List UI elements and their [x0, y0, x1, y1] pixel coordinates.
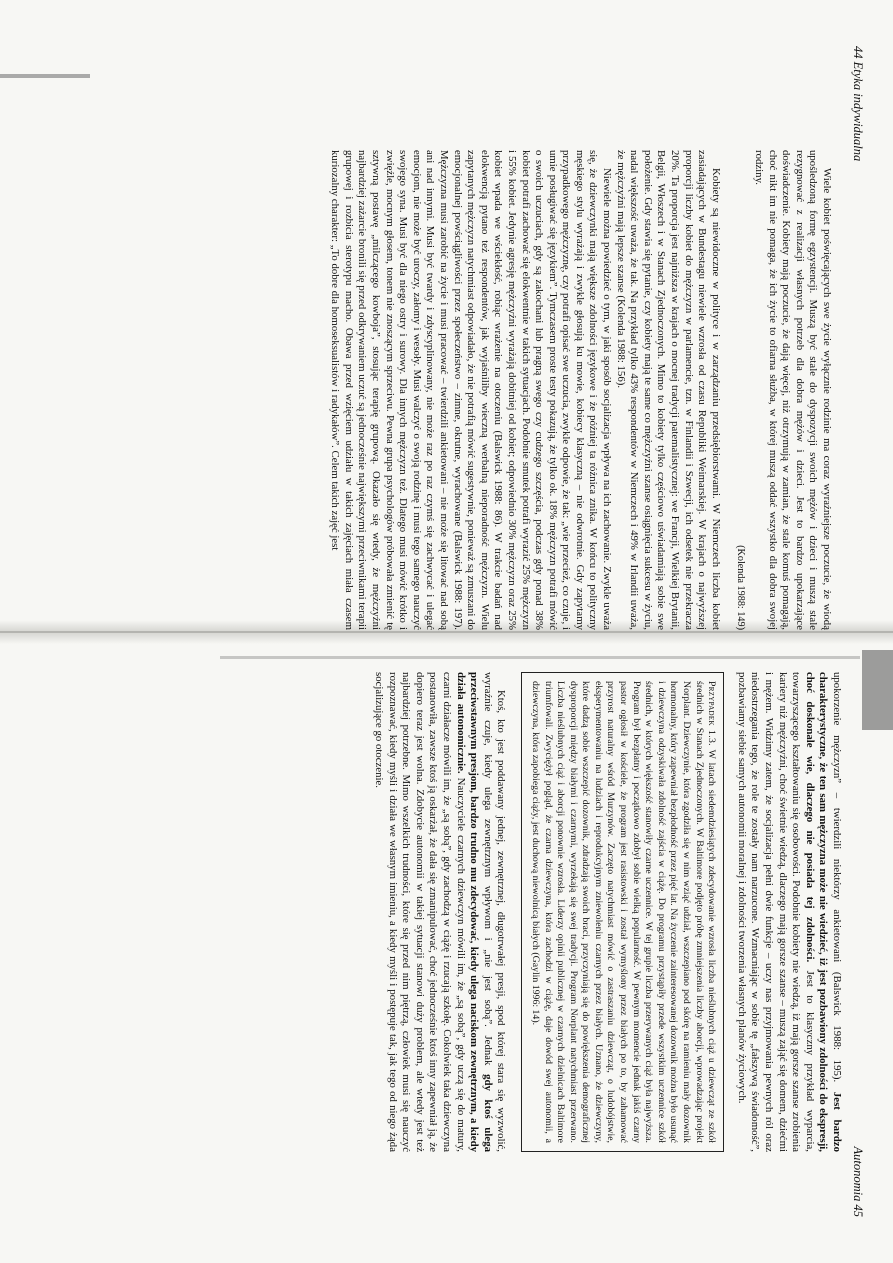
left-text-column — [328, 150, 833, 630]
case-text: W latach siedemdziesiątych zdecydowanie wzrosła liczba nieślubnych ciąż u dziewcząt ze szkół średnich w Stanach Zjednoczonych. W Baltimore podjęto próbę zmniejszenia liczby aborcji, wprowadzając projekt Norplant. Dziewczynie, która zgodziła się w nim wziąć udział, wszczepiano pod skórę na ramieniu mały dozownik hormonalny, który zapewniał bezpłodność przez pięć lat. Na życzenie zainteresowanej dozownik można było usunąć i dziewczyna odzyskiwała zdolność zajścia w ciążę. Do programu przystąpiły przede wszystkim uczennice szkół średnich, w których większość stanowiły czarne uczennice. W tej grupie liczba przerywanych ciąż była najwyższa. Program był bezpłatny i początkowo zdobył sobie wielką popularność. W pewnym momencie jednak jakiś czarny pastor ogłosił w kościele, że program jest rasistowski i został wymyślony przez białych po to, by zahamować przyrost naturalny wśród Murzynów. Zaczęto natychmiast mówić o zastraszaniu dziewcząt, o ludobójstwie, eksperymentowaniu na ludziach i reprodukcyjnym zniewoleniu czarnych przez białych. Uznano, że dziewczyny, które dadzą sobie wszczepić dozownik, zdradzają swoich braci, przyczyniają się do powiększenia demograficznej dysproporcji między białymi i czarnymi, wyrzekają się swej tradycji. Program Norplant natychmiast przerwano. Liczba nieślubnych ciąż i aborcji ponownie wzrosła. Liderzy opinii publicznej w czarnych dzielnicach Baltimore triumfowali. Zwyciężył pogląd, że czarna dziewczyna, która zachodzi w ciążę, daje dowód swej autonomii, a dziewczyna, która zapobiega ciąży, jest duchową niewolnicą białych (Gaylin 1996: 14). — [529, 681, 718, 1143]
body-paragraph: Kobiety są niewidoczne w polityce i w zarządzaniu przedsiębiorstwami. W Niemczech liczba kobiet zasiadających w Bundestagu niewiele wzrosła od czasu Republiki Weimarskiej. W krajach o najwyższej proporcji liczby kobiet do mężczyzn w parlamencie, tzn. w Finlandii i Szwecji, ich odsetek nie przekracza 20%. Ta proporcja jest najniższa w krajach o mocnej tradycji patemalistycznej: we Francji, Wielkiej Brytanii, Belgii, Włoszech i w Stanach Zjednoczonych. Mimo to kobiety tylko częściowo uświadamiają sobie swe położenie. Gdy stawia się pytanie, czy kobiety mają te same co mężczyźni szanse osiągnięcia sukcesu w życiu, nadal większość uważa, że tak. Na przykład tylko 43% respondentów w Niemczech i 49% w Irlandii uważa, że mężczyźni mają lepsze szanse (Kolenda 1988: 156). — [614, 150, 722, 630]
right-page — [0, 632, 893, 1263]
intro-quote: Wiele kobiet poświęcających swe życie wyłącznie rodzinie ma coraz wyraźniejsze poczucie, że wiodą upośledzoną formę egzystencji. Muszą być stale do dyspozycji swoich mężów i dzieci i muszą stale rezygnować z realizacji własnych potrzeb dla dobra mężów i dzieci. Jest to bardzo upokarzające doświadczenie. Kobiety mają poczucie, że dają więcej, niż otrzymują w zamian, że stale komuś pomagają, choć nikt im nie pomaga, że ich życie to ofiarna służba, w której muszą oddać wszystko dla dobra swojej rodziny. — [753, 150, 833, 630]
body-paragraph: Ktoś, kto jest poddawany jednej, zewnętrznej, długotrwałej presji, spod której stara się wyzwolić, wyraźnie czuje, kiedy ulega zewnętrznym wpływom i „nie jest sobą”. Jednak gdy ktoś ulega przeciwstawnym presjom, bardzo trudno mu zdecydować, kiedy ulega naciskom zewnętrznym, a kiedy działa autonomicznie. Nauczyciele czarnych dziewczyn mówili im, że „są sobą”, gdy uczą się do matury, czarni działacze mówili im, że „są sobą”, gdy zachodzą w ciążę i rzucają szkołę. Cokolwiek taka dziewczyna postanowiła, zawsze ktoś ją oskarżał, że dała się zmanipulować, choć jednocześnie ktoś inny zapewniał ją, że dopiero teraz jest wolna. Zdobycie autonomii w takiej sytuacji stanowi duży problem, ale wtedy jest też najbardziej potrzebne. Mimo wszelkich trudności, które się przed nim piętrzą, człowiek musi się nauczyć rozpoznawać, kiedy myśli i działa we własnym imieniu, a kiedy myśli i postępuje tak, jak tego od niego żąda socjalizujące go otoczenie. — [373, 672, 508, 1152]
body-paragraph: Niewiele można powiedzieć o tym, w jaki sposób socjalizacja wpływa na ich zachowanie. Zwykle uważa się, że dziewczynki mają większe zdolności językowe i że później ta różnica znika. W końcu to polityczny męskiego stylu wyrażają i zwykle głosują ku mowie, kobiecy klasyczną – nie odwrotnie. Gdy zapytamy przypadkowego mężczyznę, czy potrafi opisać swe uczucia, zwykle odpowie, że tak: „wie przecież, co czuje, i umie posługiwać się językiem”. Tymczasem proste testy pokazują, że tylko ok. 18% mężczyzn potrafi mówić o swoich uczuciach, gdy są zakochani lub pragną swego czy cudzego szczęścia, podczas gdy ponad 38% kobiet potrafi zachować się elokwentnie w takich sytuacjach. Podobnie smutek potrafi wyrazić 25% mężczyzn i 55% kobiet. Jedynie agresję mężczyźni wyrażają dobitniej od kobiet; odpowiednio 30% mężczyzn oraz 25% kobiet wpada we wściekłość, robiąc wrażenie na otoczeniu (Balswick 1988: 86). W trakcie badań nad elokwencją pytano też respondentów, jak wyjaśniliby wieczną werbalną nieporadność mężczyzn. Wielu zapytanych mężczyzn natychmiast odpowiadało, że nie potrafią mówić sugestywnie, ponieważ są zmuszani do emocjonalnej powściągliwości przez społeczeństwo – zimne, okrutne, wyrachowane (Balswick 1988: 197). Mężczyzna musi zarobić na życie i musi pracować – twierdzili ankietowani – nie może się litować nad sobą ani nad innymi. Musi być twardy i zdyscyplinowany, nie może raz po raz czymś się zachwycać i ulegać emocjom, nie może być uroczy, załomy i wesoły. Musi walczyć o swoją rodzinę i musi tego samego nauczyć swojego syna. Musi być dla niego ostry i surowy. Dla innych mężczyzn też. Dlatego musi mówić krótko i zwięźle, mocnym głosem, tonem nie znoszącym sprzeciwu. Pewna grupa psychologów próbowała zmienić tę sztywną postawę „milczącego kowboja”, stosując terapię grupową. Okazało się wtedy, że mężczyźni najbardziej zażarcie bronili się przed odkrywaniem uczuć są jednocześnie największymi przeciwnikami terapii grupowej i rozbicia sterotypu macho. Obawa przed wzięciem udziału w takich zajęciach miała czasem kuriozalny charakter: „To dobre dla homoseksualistów i radykałów”. Celem takich zajęć jest — [329, 150, 614, 630]
emphasis-text: Jest bardzo charakterystyczne, że ten sam mężczyzna może nie wiedzieć, iż jest pozbawiony zdolności do ekspresji, choć doskonale wie, dlaczego nie posiada tej zdolności. — [803, 672, 843, 1152]
intro-citation: (Kolenda 1988: 149) — [735, 545, 747, 630]
case-label: Przypadek 1.3. — [706, 681, 718, 746]
left-page — [0, 0, 893, 631]
body-paragraph: upokorzenie mężczyzn” – twierdzili niektórzy ankietowani (Balswick 1988: 195). Jest bardzo charakterystyczne, że ten sam mężczyzna może nie wiedzieć, iż jest pozbawiony zdolności do ekspresji, choć doskonale wie, dlaczego nie posiada tej zdolności. Jest to klasyczny przykład wyparcia, towarzyszącego kształtowaniu się osobowości. Podobnie kobiety nie wiedzą, iż mają gorsze szanse zrobienia kariery niż mężczyźni, choć świetnie wiedzą, dlaczego mają gorsze szanse – muszą zająć się domem, dziećmi i mężem. Widzimy zatem, że socjalizacja pełni dwie funkcje – uczy nas przyjmowania pewnych ról oraz niedostrzegania tego, że role te zostały nam narzucone. Wzmacniając w sobie tę „fałszywą świadomość”, pozbawiamy siebie samych autonomii moralnej i zdolności tworzenia własnych planów życiowych. — [735, 672, 843, 1152]
emphasis-text: gdy ktoś ulega przeciwstawnym presjom, bardzo trudno mu zdecydować, kiedy ulega naciskom zewnętrznym, a kiedy działa autonomicznie. — [454, 672, 494, 1152]
right-text-column — [371, 672, 843, 1152]
right-running-head: Autonomia 45 — [851, 1146, 865, 1217]
case-box — [521, 672, 724, 1152]
left-running-head: 44 Etyka indywidualna — [851, 46, 865, 162]
